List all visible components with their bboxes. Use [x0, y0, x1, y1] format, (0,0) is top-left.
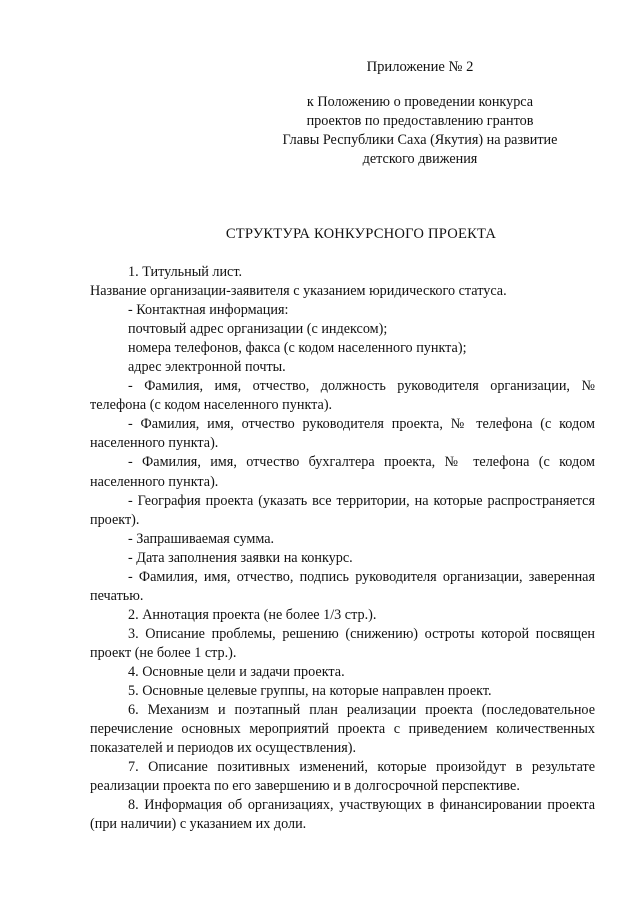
- paragraph: 1. Титульный лист.: [128, 264, 243, 280]
- paragraph: - Фамилия, имя, отчество бухгалтера проекта, № телефона (с кодом населенного пункта).: [90, 454, 595, 490]
- appendix-header: [270, 58, 570, 169]
- document-title: СТРУКТУРА КОНКУРСНОГО ПРОЕКТА: [225, 226, 497, 242]
- paragraph: Название организации-заявителя с указанием юридического статуса.: [90, 283, 507, 300]
- paragraph: - Фамилия, имя, отчество руководителя проекта, № телефона (с кодом населенного пункта).: [90, 416, 595, 452]
- appendix-line: Главы Республики Саха (Якутия) на развитие: [282, 132, 558, 148]
- appendix-line: проектов по предоставлению грантов: [306, 113, 534, 129]
- paragraph: - География проекта (указать все территории, на которые распространяется проект).: [90, 492, 595, 528]
- paragraph: 6. Механизм и поэтапный план реализации проекта (последовательное перечисление основных мероприятий проекта с приведением количественных показателей и периодов их осуществления).: [90, 702, 595, 757]
- appendix-line: детского движения: [362, 151, 478, 167]
- paragraph: номера телефонов, факса (с кодом населенного пункта);: [128, 340, 467, 357]
- paragraph: - Контактная информация:: [128, 302, 289, 319]
- paragraph: - Фамилия, имя, отчество, должность руководителя организации, № телефона (с кодом населенного пункта).: [90, 378, 595, 414]
- paragraph: 4. Основные цели и задачи проекта.: [128, 663, 345, 680]
- paragraph: 7. Описание позитивных изменений, которые произойдут в результате реализации проекта по его завершению и в долгосрочной перспективе.: [90, 759, 595, 795]
- document-body: [90, 263, 595, 834]
- paragraph: почтовый адрес организации (с индексом);: [128, 321, 388, 338]
- paragraph: - Запрашиваемая сумма.: [128, 530, 275, 547]
- paragraph: 2. Аннотация проекта (не более 1/3 стр.).: [128, 606, 377, 623]
- paragraph: 8. Информация об организациях, участвующих в финансировании проекта (при наличии) с указанием их доли.: [90, 797, 595, 833]
- paragraph: адрес электронной почты.: [128, 359, 286, 376]
- appendix-number: Приложение № 2: [366, 59, 474, 75]
- paragraph: - Фамилия, имя, отчество, подпись руководителя организации, заверенная печатью.: [90, 568, 595, 604]
- paragraph: 5. Основные целевые группы, на которые направлен проект.: [128, 683, 492, 700]
- paragraph: 3. Описание проблемы, решению (снижению) остроты которой посвящен проект (не более 1 стр.).: [90, 625, 595, 661]
- appendix-line: к Положению о проведении конкурса: [306, 94, 534, 110]
- paragraph: - Дата заполнения заявки на конкурс.: [128, 549, 353, 566]
